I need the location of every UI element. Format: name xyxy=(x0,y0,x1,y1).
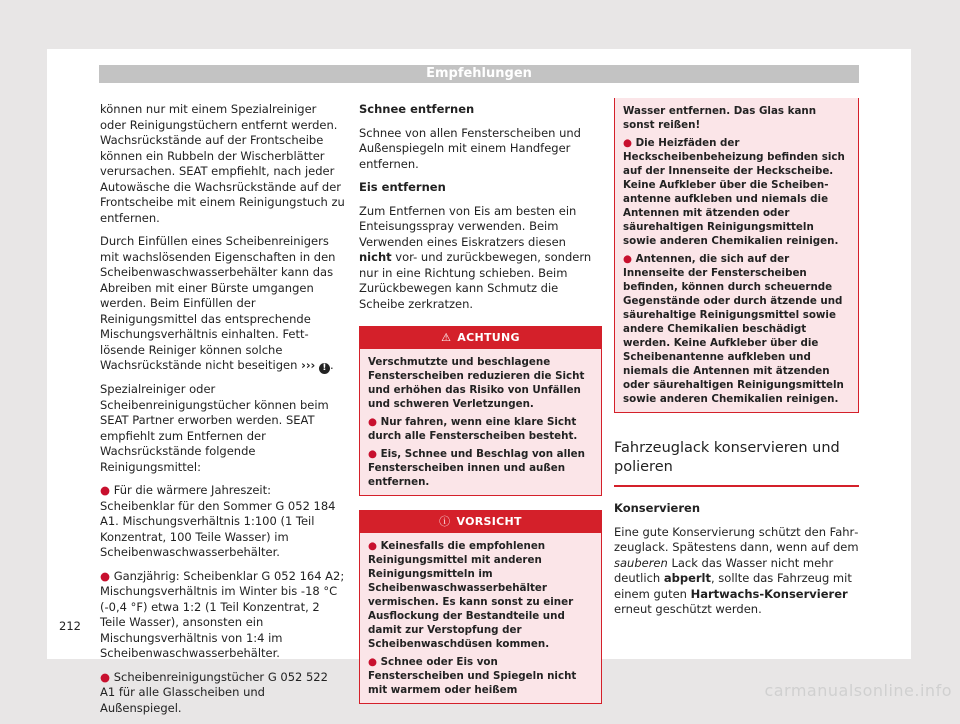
column-2 xyxy=(359,102,602,704)
vorsicht-body xyxy=(360,533,601,703)
achtung-body xyxy=(360,349,601,495)
achtung-box xyxy=(359,326,602,496)
paragraph: Zum Entfernen von Eis am besten ein Enteisungsspray verwenden. Beim Verwenden eines Eiskratzers diesen nicht vor- und zurückbewegen, sondern nur in eine Richtung schieben. Beim Zurückbewegen kann Schmutz die Scheibe zerkratzen. xyxy=(359,203,592,311)
warning-icon: ! xyxy=(319,363,330,374)
list-item: ● Ganzjährig: Scheibenklar G 052 164 A2; Mischungsverhältnis im Winter bis -18 °C (-0,4 °F) etwa 1:2 (1 Teil Konzentrat, 2 Teile Wasser), ansonsten ein Mischungsverhältnis von 1:4 im Scheibenwaschwasserbehälter. xyxy=(100,568,345,660)
list-item: ● Nur fahren, wenn eine klare Sicht durch alle Fensterscheiben besteht. xyxy=(368,416,578,442)
bullet-icon: ● xyxy=(368,448,377,460)
list-item: ● Eis, Schnee und Beschlag von allen Fensterscheiben innen und außen entfernen. xyxy=(368,448,585,488)
bullet-icon: ● xyxy=(623,137,632,149)
bullet-icon: ● xyxy=(623,253,632,265)
bullet-icon: ● xyxy=(100,669,111,684)
subheading: Eis entfernen xyxy=(359,180,446,194)
page-header: Empfehlungen xyxy=(99,65,859,83)
bullet-icon: ● xyxy=(368,416,377,428)
reference-arrow-icon[interactable]: ››› xyxy=(301,358,316,372)
list-item: ● Scheibenreinigungstücher G 052 522 A1 für alle Glasscheiben und Außenspiegel. xyxy=(100,669,328,715)
bullet-icon: ● xyxy=(368,656,377,668)
bullet-icon: ● xyxy=(100,568,111,583)
list-item: ● Antennen, die sich auf der Innenseite der Fensterscheiben befinden, können durch scheuernde Gegenstände oder durch ätzende und säurehaltige Reinigungsmittel sowie andere Chemikalien beschädigt werden. Keine Aufkleber über die Scheibenantenne aufkleben und niemals die Antennen mit ätzenden oder säurehaltigen Reinigungsmitteln sowie anderen Chemikalien reinigen. xyxy=(623,253,844,405)
column-3 xyxy=(614,98,859,626)
warning-text: Wasser entfernen. Das Glas kann sonst reißen! xyxy=(623,105,817,131)
watermark-text: carmanualsonline.info xyxy=(764,681,952,700)
warning-triangle-icon: ⚠ xyxy=(441,331,452,344)
paragraph: Spezialreiniger oder Scheibenreinigungstücher können beim SEAT Partner erworben werden. SEAT empfiehlt zum Entfernen der Wachsrückstände folgende Reinigungsmittel: xyxy=(100,382,329,474)
bullet-icon: ● xyxy=(368,540,377,552)
subheading: Konservieren xyxy=(614,501,701,515)
subheading: Schnee entfernen xyxy=(359,102,475,116)
paragraph: können nur mit einem Spezialreiniger oder Reinigungstüchern entfernt werden. Wachsrückstände auf der Frontscheibe können ein Rubbeln der Wischerblätter verursachen. SEAT empfiehlt, nach jeder Autowäsche die Wachsrückstände auf der Frontscheibe mit einem Reinigungstuch zu entfernen. xyxy=(100,102,345,225)
list-item: ● Keinesfalls die empfohlenen Reinigungsmittel mit anderen Reinigungsmitteln im Scheibenwaschwasserbehälter vermischen. Es kann sonst zu einer Ausflockung der Bestandteile und damit zur Verstopfung der Scheibenwaschdüsen kommen. xyxy=(368,540,574,650)
vorsicht-body-continued xyxy=(615,98,858,412)
achtung-header: ⚠ ACHTUNG xyxy=(360,327,601,349)
vorsicht-header: ⓘ VORSICHT xyxy=(360,511,601,533)
warning-text: Verschmutzte und beschlagene Fensterscheiben reduzieren die Sicht und erhöhen das Risiko von Unfällen und schweren Verletzungen. xyxy=(368,356,585,410)
paragraph: Schnee von allen Fensterscheiben und Außenspiegeln mit einem Handfeger entfernen. xyxy=(359,125,581,171)
list-item: ● Für die wärmere Jahreszeit: Scheibenklar für den Sommer G 052 184 A1. Mischungsverhältnis 1:100 (1 Teil Konzentrat, 100 Teile Wasser) im Scheibenwaschwasserbehälter. xyxy=(100,483,336,559)
section-title: Fahrzeuglack konservieren und polieren xyxy=(614,439,859,487)
bullet-icon: ● xyxy=(100,483,111,497)
page-number: 212 xyxy=(59,619,81,633)
list-item: ● Die Heizfäden der Heckscheibenbeheizung befinden sich auf der Innenseite der Heckscheibe. Keine Aufkleber über die Scheibenantenne aufkleben und niemals die Antennen mit ätzenden oder säurehaltigen Reinigungsmitteln sowie anderen Chemikalien reinigen. xyxy=(623,137,845,247)
vorsicht-box-continued xyxy=(614,98,859,413)
info-icon: ⓘ xyxy=(439,515,451,528)
column-1 xyxy=(100,102,345,724)
paragraph: Durch Einfüllen eines Scheibenreinigers mit wachslösenden Eigenschaften in den Scheibenwaschwasserbehälter kann das Abreiben mit einer Bürste umgangen werden. Beim Einfüllen der Reinigungsmittel das entsprechende Mischungsverhältnis einhalten. Fettlösende Reiniger können solche Wachsrückstände nicht beseitigen ››› ! . xyxy=(100,234,336,373)
list-item: ● Schnee oder Eis von Fensterscheiben und Spiegeln nicht mit warmem oder heißem xyxy=(368,656,577,696)
vorsicht-box xyxy=(359,510,602,704)
paragraph: Eine gute Konservierung schützt den Fahrzeuglack. Spätestens dann, wenn auf dem sauberen Lack das Wasser nicht mehr deutlich abperlt, sollte das Fahrzeug mit einem guten Hartwachs-Konservierer erneut geschützt werden. xyxy=(614,524,859,616)
